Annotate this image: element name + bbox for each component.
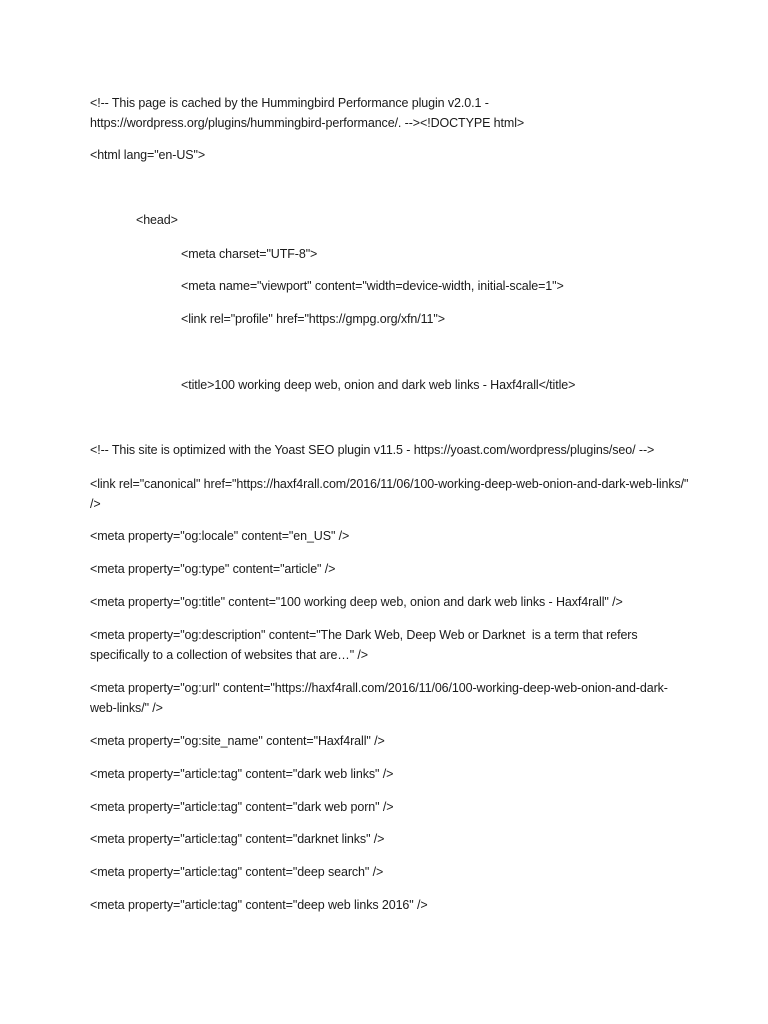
cache-comment-line: <!-- This page is cached by the Hummingbird Performance plugin v2.0.1 - https://wordpress.org/plugins/hummingbird-performance/. --><!DOCTYPE html>: [90, 96, 525, 130]
og-description-line: <meta property="og:description" content="The Dark Web, Deep Web or Darknet is a term that refers specifically to a collection of websites that are…" />: [90, 628, 641, 662]
meta-viewport-line: <meta name="viewport" content="width=device-width, initial-scale=1">: [181, 279, 564, 293]
og-locale-line: <meta property="og:locale" content="en_US" />: [90, 529, 350, 543]
link-profile-line: <link rel="profile" href="https://gmpg.org/xfn/11">: [181, 312, 445, 326]
og-site-name-line: <meta property="og:site_name" content="Haxf4rall" />: [90, 734, 385, 748]
article-tag-line: <meta property="article:tag" content="deep search" />: [90, 865, 384, 879]
title-line: <title>100 working deep web, onion and dark web links - Haxf4rall</title>: [181, 378, 576, 392]
og-url-line: <meta property="og:url" content="https://haxf4rall.com/2016/11/06/100-working-deep-web-onion-and-dark-web-links/" />: [90, 681, 668, 715]
article-tag-line: <meta property="article:tag" content="dark web porn" />: [90, 800, 394, 814]
article-tag-line: <meta property="article:tag" content="darknet links" />: [90, 832, 385, 846]
head-open-line: <head>: [136, 213, 178, 227]
article-tag-line: <meta property="article:tag" content="dark web links" />: [90, 767, 394, 781]
html-open-line: <html lang="en-US">: [90, 148, 206, 162]
og-type-line: <meta property="og:type" content="article" />: [90, 562, 336, 576]
article-tag-line: <meta property="article:tag" content="deep web links 2016" />: [90, 898, 428, 912]
canonical-link-line: <link rel="canonical" href="https://haxf4rall.com/2016/11/06/100-working-deep-web-onion-and-dark-web-links/" />: [90, 477, 692, 511]
yoast-comment-line: <!-- This site is optimized with the Yoast SEO plugin v11.5 - https://yoast.com/wordpress/plugins/seo/ -->: [90, 443, 655, 457]
meta-charset-line: <meta charset="UTF-8">: [181, 247, 318, 261]
og-title-line: <meta property="og:title" content="100 working deep web, onion and dark web links - Haxf4rall" />: [90, 595, 623, 609]
